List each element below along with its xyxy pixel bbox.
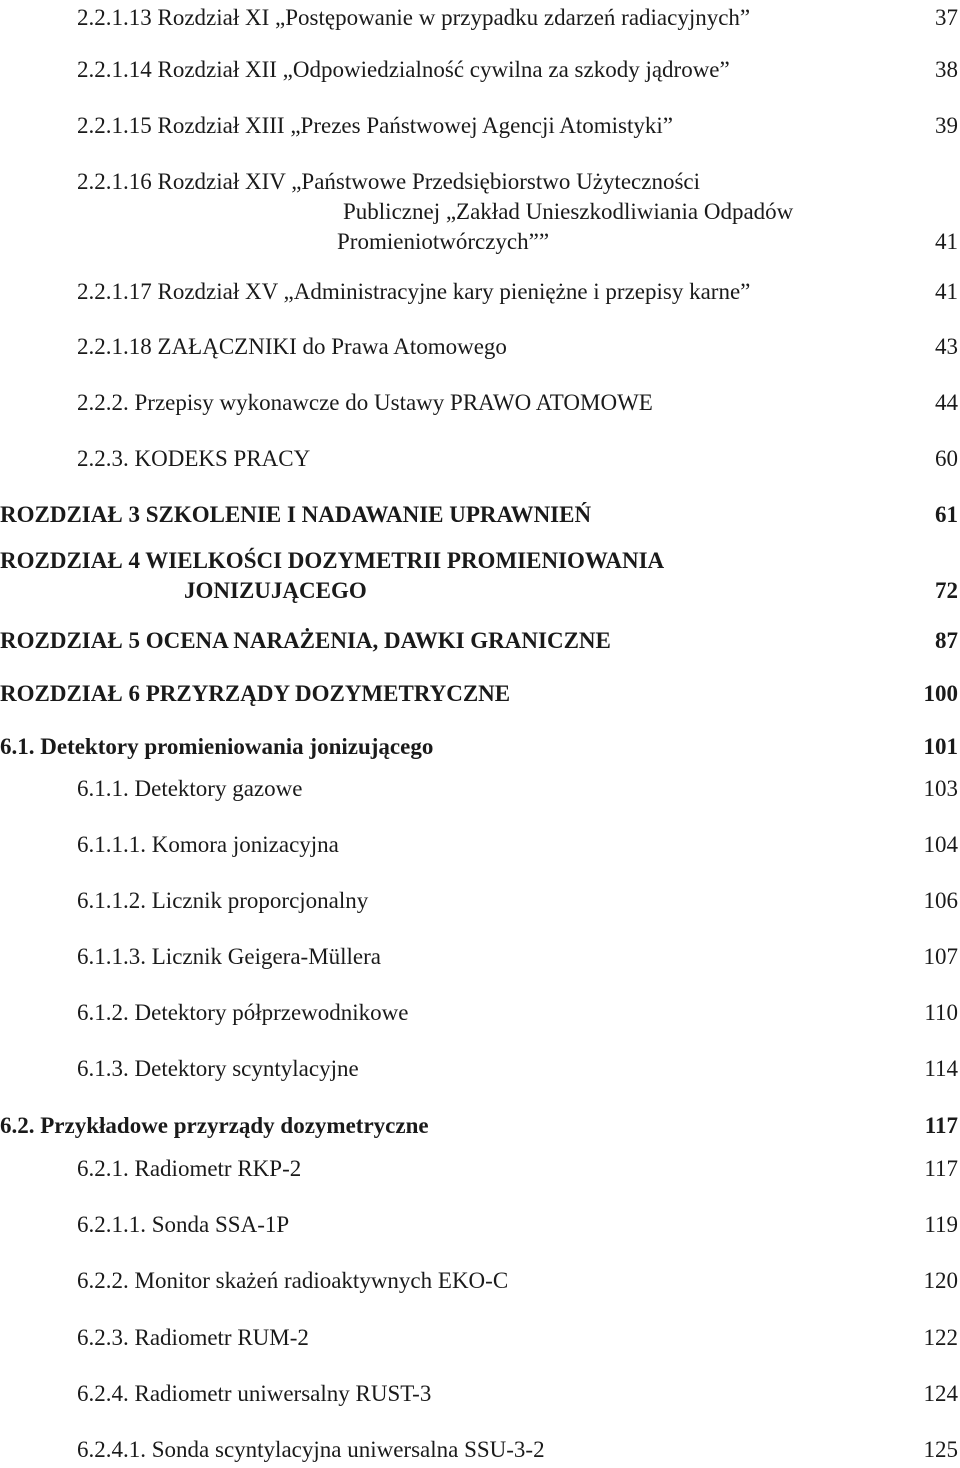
toc-entry-title: 2.2.1.15 Rozdział XIII „Prezes Państwowej Agencji Atomistyki” xyxy=(77,113,673,138)
toc-page-number: 87 xyxy=(935,628,958,653)
toc-entry-title: ROZDZIAŁ 3 SZKOLENIE I NADAWANIE UPRAWNIEŃ xyxy=(0,502,592,527)
toc-entry[interactable] xyxy=(0,1051,960,1087)
toc-page-number: 117 xyxy=(924,1156,958,1181)
toc-page-number: 60 xyxy=(935,446,958,471)
toc-page-number: 41 xyxy=(935,279,958,304)
toc-entry-title: ROZDZIAŁ 5 OCENA NARAŻENIA, DAWKI GRANICZNE xyxy=(0,628,611,653)
toc-chapter-entry[interactable] xyxy=(0,623,960,659)
toc-entry-title: 6.2.1.1. Sonda SSA-1P xyxy=(77,1212,290,1237)
toc-page-number: 110 xyxy=(924,1000,958,1025)
toc-entry-title-line: Promieniotwórczych”” xyxy=(337,229,550,254)
toc-page-number: 100 xyxy=(923,681,958,706)
toc-page-number: 41 xyxy=(935,229,958,254)
toc-entry-title-line: ROZDZIAŁ 4 WIELKOŚCI DOZYMETRII PROMIENIOWANIA xyxy=(0,548,665,573)
toc-entry[interactable] xyxy=(0,329,960,365)
toc-page-number: 61 xyxy=(935,502,958,527)
toc-entry-title: 2.2.3. KODEKS PRACY xyxy=(77,446,311,471)
toc-entry-title: 6.2.1. Radiometr RKP-2 xyxy=(77,1156,302,1181)
toc-entry-title: 6.1.3. Detektory scyntylacyjne xyxy=(77,1056,359,1081)
toc-entry[interactable] xyxy=(0,1376,960,1412)
toc-entry[interactable] xyxy=(0,52,960,88)
toc-entry-title: 2.2.1.18 ZAŁĄCZNIKI do Prawa Atomowego xyxy=(77,334,507,359)
toc-page-number: 37 xyxy=(935,5,958,30)
toc-entry-title: 6.1.1.1. Komora jonizacyjna xyxy=(77,832,339,857)
toc-entry-title: 6.1. Detektory promieniowania jonizującego xyxy=(0,734,434,759)
toc-entry-title-line: 2.2.1.16 Rozdział XIV „Państwowe Przedsiębiorstwo Użyteczności xyxy=(77,169,700,194)
toc-page-number: 117 xyxy=(924,1113,958,1138)
toc-entry-title: 2.2.1.13 Rozdział XI „Postępowanie w przypadku zdarzeń radiacyjnych” xyxy=(77,5,751,30)
toc-page-number: 101 xyxy=(923,734,958,759)
toc-page-number: 124 xyxy=(923,1381,958,1406)
toc-entry[interactable] xyxy=(0,771,960,807)
toc-entry-title: 6.1.2. Detektory półprzewodnikowe xyxy=(77,1000,409,1025)
toc-entry-title: 6.2.4.1. Sonda scyntylacyjna uniwersalna SSU-3-2 xyxy=(77,1437,545,1462)
toc-entry[interactable] xyxy=(0,385,960,421)
toc-page-number: 120 xyxy=(923,1268,958,1293)
toc-entry[interactable] xyxy=(0,108,960,144)
toc-entry[interactable] xyxy=(0,827,960,863)
toc-entry-title: 6.1.1.2. Licznik proporcjonalny xyxy=(77,888,369,913)
toc-chapter-entry[interactable] xyxy=(0,676,960,712)
toc-page-number: 114 xyxy=(924,1056,958,1081)
toc-entry[interactable] xyxy=(0,0,960,36)
toc-entry[interactable] xyxy=(0,441,960,477)
toc-entry-title-line: JONIZUJĄCEGO xyxy=(184,578,367,603)
toc-page-number: 122 xyxy=(923,1325,958,1350)
toc-entry-title: 2.2.1.17 Rozdział XV „Administracyjne kary pieniężne i przepisy karne” xyxy=(77,279,751,304)
toc-page-number: 104 xyxy=(923,832,958,857)
toc-entry[interactable] xyxy=(0,164,960,260)
toc-entry[interactable] xyxy=(0,883,960,919)
toc-entry[interactable] xyxy=(0,1320,960,1356)
toc-chapter-entry[interactable] xyxy=(0,543,960,609)
toc-entry-title: 6.1.1.3. Licznik Geigera-Müllera xyxy=(77,944,381,969)
toc-entry-title: 2.2.2. Przepisy wykonawcze do Ustawy PRAWO ATOMOWE xyxy=(77,390,653,415)
toc-entry[interactable] xyxy=(0,1207,960,1243)
toc-entry-title: 6.2.4. Radiometr uniwersalny RUST-3 xyxy=(77,1381,432,1406)
toc-entry[interactable] xyxy=(0,939,960,975)
toc-section-entry[interactable] xyxy=(0,1108,960,1144)
toc-section-entry[interactable] xyxy=(0,729,960,765)
toc-page-number: 72 xyxy=(935,578,958,603)
toc-entry-title: 6.2.2. Monitor skażeń radioaktywnych EKO-C xyxy=(77,1268,509,1293)
toc-chapter-entry[interactable] xyxy=(0,497,960,533)
toc-entry-title: ROZDZIAŁ 6 PRZYRZĄDY DOZYMETRYCZNE xyxy=(0,681,511,706)
toc-entry[interactable] xyxy=(0,1151,960,1187)
toc-entry-title: 6.2. Przykładowe przyrządy dozymetryczne xyxy=(0,1113,429,1138)
toc-page-number: 43 xyxy=(935,334,958,359)
toc-page-number: 106 xyxy=(923,888,958,913)
toc-page-number: 44 xyxy=(935,390,958,415)
toc-page-number: 125 xyxy=(923,1437,958,1462)
toc-entry-title: 6.2.3. Radiometr RUM-2 xyxy=(77,1325,309,1350)
toc-entry[interactable] xyxy=(0,274,960,310)
toc-entry-title-line: Publicznej „Zakład Unieszkodliwiania Odpadów xyxy=(343,199,794,224)
toc-page-number: 38 xyxy=(935,57,958,82)
toc-page-number: 103 xyxy=(923,776,958,801)
toc-page-number: 119 xyxy=(924,1212,958,1237)
toc-entry[interactable] xyxy=(0,1263,960,1299)
toc-entry-title: 2.2.1.14 Rozdział XII „Odpowiedzialność cywilna za szkody jądrowe” xyxy=(77,57,730,82)
toc-entry[interactable] xyxy=(0,995,960,1031)
toc-entry-title: 6.1.1. Detektory gazowe xyxy=(77,776,303,801)
toc-page-number: 107 xyxy=(923,944,958,969)
toc-page-number: 39 xyxy=(935,113,958,138)
